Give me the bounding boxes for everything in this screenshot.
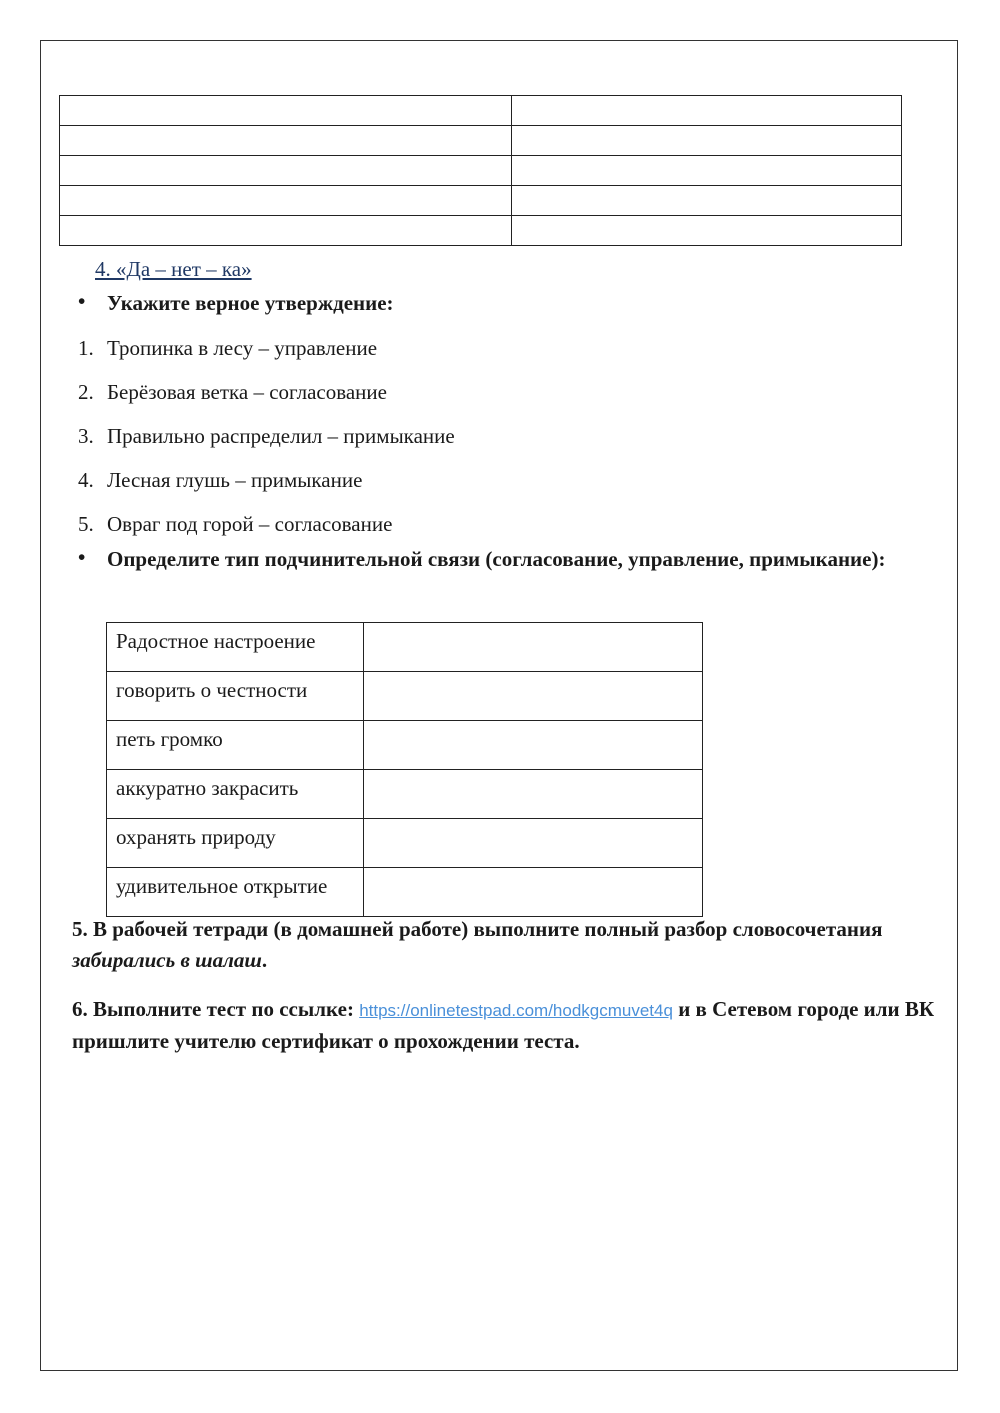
task-6-prefix: 6. Выполните тест по ссылке: — [72, 997, 360, 1021]
test-link[interactable]: https://onlinetestpad.com/hodkgcmuvet4q — [359, 1001, 673, 1020]
item-number: 2. — [78, 380, 94, 404]
item-text: Овраг под горой – согласование — [107, 512, 393, 536]
table-cell[interactable] — [60, 186, 512, 216]
table-cell[interactable] — [512, 156, 902, 186]
table-row — [60, 216, 902, 246]
table-row — [107, 721, 703, 770]
task-5-end: . — [261, 948, 268, 972]
item-text: Берёзовая ветка – согласование — [107, 380, 387, 404]
item-number: 1. — [78, 336, 94, 360]
task-5-text: 5. В рабочей тетради (в домашней работе) выполните полный разбор словосочетания — [72, 917, 883, 941]
item-text: Правильно распределил – примыкание — [107, 424, 455, 448]
table-cell[interactable] — [60, 126, 512, 156]
item-text: Тропинка в лесу – управление — [107, 336, 378, 360]
phrase-cell: аккуратно закрасить — [107, 770, 364, 819]
table-row — [60, 156, 902, 186]
phrase-cell: Радостное настроение — [107, 623, 364, 672]
section-title: 4. «Да – нет – ка» — [95, 257, 252, 281]
table-row — [107, 623, 703, 672]
task-6-suffix: и в Сетевом городе или ВК пришлите учителю сертификат о прохождении теста. — [72, 997, 935, 1053]
bullet-icon: • — [78, 545, 86, 569]
instruction-text: Укажите верное утверждение: — [107, 291, 394, 315]
answer-cell[interactable] — [364, 672, 703, 721]
item-text: Лесная глушь – примыкание — [107, 468, 363, 492]
phrase-cell: говорить о честности — [107, 672, 364, 721]
blank-table — [59, 95, 902, 246]
table-cell[interactable] — [512, 186, 902, 216]
table-cell[interactable] — [512, 96, 902, 126]
task-6 — [72, 994, 952, 1057]
phrase-cell: удивительное открытие — [107, 868, 364, 917]
table-row — [60, 186, 902, 216]
item-number: 4. — [78, 468, 94, 492]
table-row — [107, 819, 703, 868]
task-5 — [72, 914, 932, 976]
answer-cell[interactable] — [364, 623, 703, 672]
table-cell[interactable] — [512, 126, 902, 156]
bullet-icon: • — [78, 289, 86, 313]
item-number: 3. — [78, 424, 94, 448]
table-cell[interactable] — [60, 96, 512, 126]
table-row — [60, 96, 902, 126]
answer-cell[interactable] — [364, 770, 703, 819]
phrase-cell: петь громко — [107, 721, 364, 770]
table-row — [107, 868, 703, 917]
table-row — [107, 770, 703, 819]
table-cell[interactable] — [60, 216, 512, 246]
table-cell[interactable] — [60, 156, 512, 186]
table-cell[interactable] — [512, 216, 902, 246]
answer-cell[interactable] — [364, 868, 703, 917]
answer-cell[interactable] — [364, 721, 703, 770]
task-5-phrase: забирались в шалаш — [72, 948, 262, 972]
answer-cell[interactable] — [364, 819, 703, 868]
connection-type-table — [106, 622, 703, 917]
table-row — [107, 672, 703, 721]
instruction-text: Определите тип подчинительной связи (согласование, управление, примыкание): — [107, 547, 886, 571]
phrase-cell: охранять природу — [107, 819, 364, 868]
table-row — [60, 126, 902, 156]
item-number: 5. — [78, 512, 94, 536]
